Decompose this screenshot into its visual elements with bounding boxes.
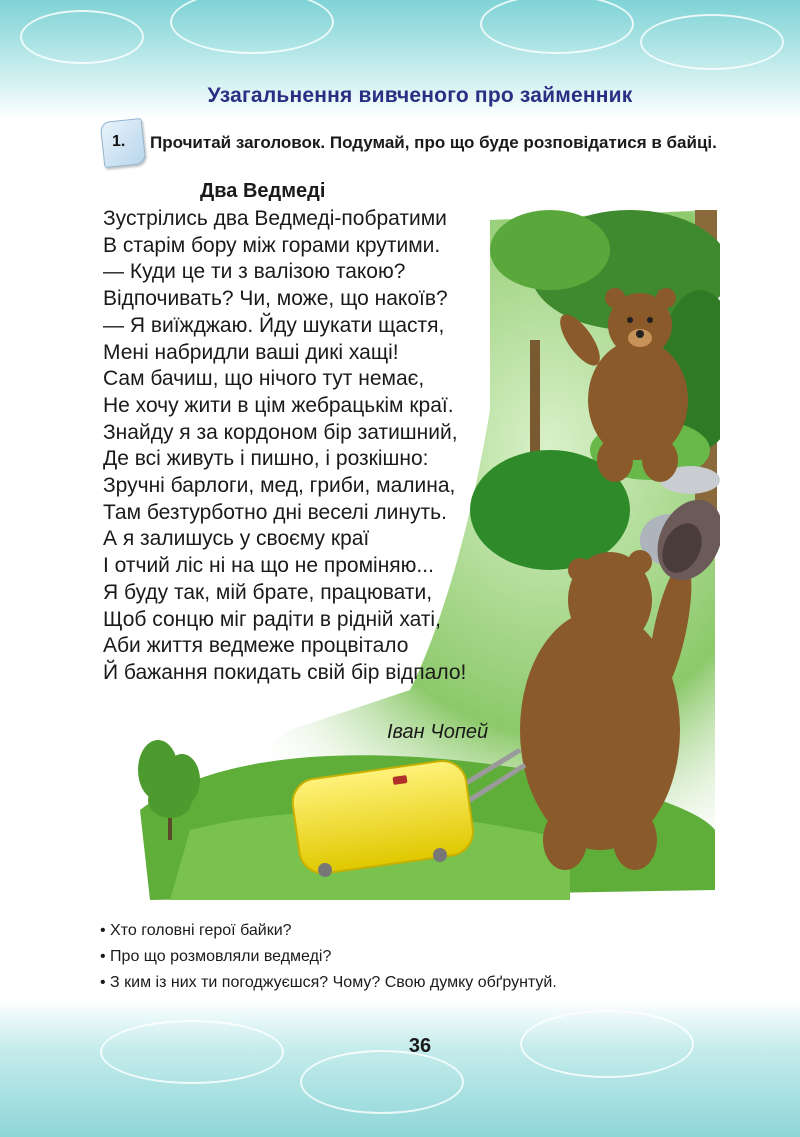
- poem-line: І отчий ліс ні на що не проміняю...: [103, 554, 434, 578]
- page-number: 36: [408, 1035, 432, 1057]
- questions-list: [100, 918, 557, 996]
- poem-line: Зручні барлоги, мед, гриби, малина,: [103, 474, 456, 498]
- poem-line: Де всі живуть і пишно, і розкішно:: [103, 447, 429, 471]
- poem-line: Сам бачиш, що нічого тут немає,: [103, 367, 425, 391]
- ornament-swirl: [640, 14, 784, 70]
- poem-line: Й бажання покидать свій бір відпало!: [103, 660, 467, 684]
- poem-author: Іван Чопей: [387, 721, 489, 743]
- poem-line: Аби життя ведмеже процвітало: [103, 634, 409, 658]
- poem-title: Два Ведмеді: [200, 180, 326, 202]
- task-instruction: Прочитай заголовок. Подумай, про що буде розповідатися в байці.: [150, 133, 717, 152]
- tree-foliage: [490, 210, 610, 290]
- poem-line: Не хочу жити в цім жебрацькім краї.: [103, 393, 454, 417]
- ornament-swirl: [170, 0, 334, 54]
- poem-line: — Куди це ти з валізою такою?: [103, 260, 406, 284]
- task-number: 1.: [112, 133, 126, 150]
- page-title: Узагальнення вивченого про займенник: [207, 84, 633, 107]
- poem-line: — Я виїжджаю. Йду шукати щастя,: [103, 313, 445, 337]
- poem-line: В старім бору між горами крутими.: [103, 233, 441, 257]
- poem-line: Там безтурботно дні веселі линуть.: [103, 500, 447, 524]
- poem-line: Мені набридли ваші дикі хащі!: [103, 340, 399, 364]
- ornament-swirl: [300, 1050, 464, 1114]
- question-item: • З ким із них ти погоджуєшся? Чому? Свою думку обґрунтуй.: [100, 974, 557, 991]
- footer-decoration: [0, 1000, 800, 1137]
- ornament-swirl: [20, 10, 144, 64]
- poem-line: Зустрілись два Ведмеді-побратими: [103, 207, 447, 230]
- poem-line: Відпочивать? Чи, може, що накоїв?: [103, 287, 448, 311]
- poem-line: Щоб сонцю міг радіти в рідній хаті,: [103, 607, 441, 631]
- poem-line: Я буду так, мій брате, працювати,: [103, 580, 433, 604]
- ornament-swirl: [480, 0, 634, 54]
- poem-text: [103, 206, 466, 687]
- question-item: • Про що розмовляли ведмеді?: [100, 948, 332, 965]
- question-item: • Хто головні герої байки?: [100, 922, 292, 939]
- poem-line: Знайду я за кордоном бір затишний,: [103, 420, 458, 444]
- poem-line: А я залишусь у своєму краї: [103, 527, 370, 551]
